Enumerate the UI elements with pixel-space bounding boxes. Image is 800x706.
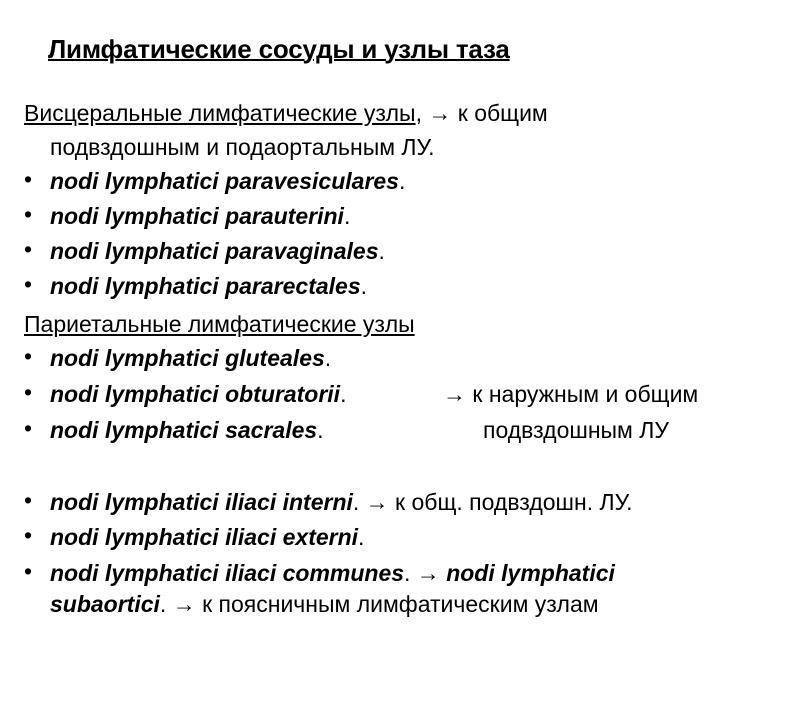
slide-title: Лимфатические сосуды и узлы таза xyxy=(48,34,510,64)
list-item-continuation: subaortici. → к поясничным лимфатическим узлам xyxy=(50,591,599,617)
list-item: nodi lymphatici iliaci externi. xyxy=(50,524,365,550)
list-item: nodi lymphatici obturatorii. xyxy=(50,381,347,407)
bullet-icon: • xyxy=(24,415,33,441)
parietal-heading: Париетальные лимфатические узлы xyxy=(24,311,415,337)
parietal-note-line2: подвздошным ЛУ xyxy=(483,417,669,443)
list-item: nodi lymphatici gluteales. xyxy=(50,345,332,371)
list-item: nodi lymphatici pararectales. xyxy=(50,273,368,299)
list-item: nodi lymphatici parauterini. xyxy=(50,203,351,229)
visceral-heading: Висцеральные лимфатические узлы xyxy=(24,100,416,126)
bullet-icon: • xyxy=(24,343,33,369)
bullet-icon: • xyxy=(24,487,33,513)
visceral-heading-line2: подвздошным и подаортальным ЛУ. xyxy=(50,134,435,160)
bullet-icon: • xyxy=(24,271,33,297)
bullet-icon: • xyxy=(24,166,33,192)
list-item: nodi lymphatici sacrales. xyxy=(50,417,324,443)
bullet-icon: • xyxy=(24,236,33,262)
list-item: nodi lymphatici iliaci interni. → к общ. подвздошн. ЛУ. xyxy=(50,489,633,515)
list-item: nodi lymphatici paravaginales. xyxy=(50,238,385,264)
visceral-heading-suffix: , → к общим xyxy=(415,100,548,126)
list-item: nodi lymphatici iliaci communes. → nodi lymphatici xyxy=(50,560,615,586)
bullet-icon: • xyxy=(24,201,33,227)
list-item: nodi lymphatici paravesiculares. xyxy=(50,168,406,194)
parietal-note-line1: → к наружным и общим xyxy=(443,381,699,407)
visceral-heading-line xyxy=(24,100,548,127)
bullet-icon: • xyxy=(24,558,33,584)
bullet-icon: • xyxy=(24,379,33,405)
bullet-icon: • xyxy=(24,522,33,548)
